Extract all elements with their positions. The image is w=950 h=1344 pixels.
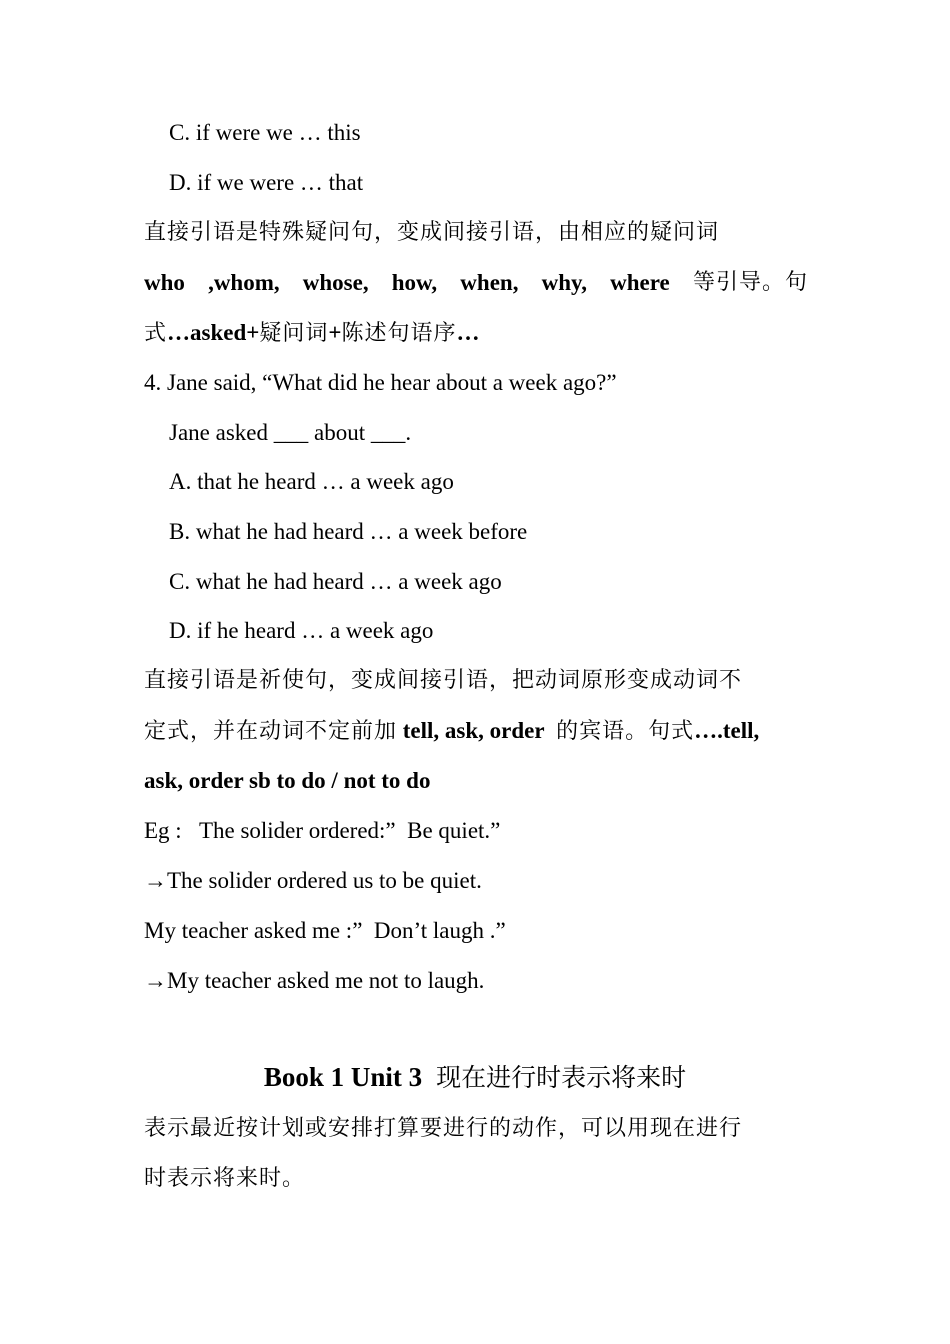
rule-imperative-text-a: 定式，并在动词不定前加 bbox=[144, 719, 398, 744]
pattern-asked: …asked+ bbox=[167, 320, 260, 345]
rule-special-question-line1: 直接引语是特殊疑问句，变成间接引语，由相应的疑问词 bbox=[144, 220, 720, 245]
rule-special-question-line2 bbox=[144, 267, 808, 299]
q3-option-d: D. if we were … that bbox=[169, 170, 364, 195]
example-2-answer: →My teacher asked me not to laugh. bbox=[144, 968, 485, 993]
q4-option-b: B. what he had heard … a week before bbox=[169, 519, 528, 544]
pattern-ellipsis: … bbox=[456, 320, 480, 345]
rule-imperative-line2 bbox=[144, 715, 808, 748]
rule-imperative-pattern: ….tell, bbox=[694, 718, 760, 743]
rule-line2-tail: 等引导。句 bbox=[692, 270, 808, 295]
section-body-line1: 表示最近按计划或安排打算要进行的动作，可以用现在进行 bbox=[144, 1116, 743, 1141]
section-heading-topic: 现在进行时表示将来时 bbox=[436, 1063, 687, 1092]
rule-imperative-text-b: 的宾语。句式 bbox=[556, 719, 695, 744]
section-heading-unit: Book 1 Unit 3 bbox=[263, 1062, 423, 1092]
pattern-prefix: 式 bbox=[144, 321, 168, 346]
section-body-line2: 时表示将来时。 bbox=[144, 1166, 306, 1191]
rule-special-question-line3 bbox=[144, 317, 808, 350]
example-2: My teacher asked me :” Don’t laugh .” bbox=[144, 918, 506, 943]
section-heading bbox=[0, 1059, 950, 1096]
example-1: Eg : The solider ordered:” Be quiet.” bbox=[144, 818, 501, 843]
rule-imperative-pattern-cont: ask, order sb to do / not to do bbox=[144, 768, 431, 793]
pattern-plus: + bbox=[328, 320, 342, 345]
rule-imperative-line1: 直接引语是祈使句，变成间接引语，把动词原形变成动词不 bbox=[144, 668, 743, 693]
q4-blank: Jane asked ___ about ___. bbox=[169, 420, 412, 445]
question-word: when, bbox=[460, 270, 519, 295]
q4-option-d: D. if he heard … a week ago bbox=[169, 618, 434, 643]
rule-imperative-line3 bbox=[144, 765, 808, 797]
q4-option-a: A. that he heard … a week ago bbox=[169, 469, 454, 494]
example-1-answer: →The solider ordered us to be quiet. bbox=[144, 868, 482, 893]
q4-option-c: C. what he had heard … a week ago bbox=[169, 569, 502, 594]
question-word: why, bbox=[541, 270, 587, 295]
question-word: who bbox=[144, 270, 185, 295]
question-word: where bbox=[610, 270, 670, 295]
question-word: ,whom, bbox=[208, 270, 280, 295]
question-word: whose, bbox=[302, 270, 369, 295]
pattern-question-word: 疑问词 bbox=[259, 321, 329, 346]
pattern-word-order: 陈述句语序 bbox=[341, 321, 457, 346]
q3-option-c: C. if were we … this bbox=[169, 120, 361, 145]
q4-stem: 4. Jane said, “What did he hear about a week ago?” bbox=[144, 370, 617, 395]
question-word: how, bbox=[391, 270, 438, 295]
rule-imperative-verbs: tell, ask, order bbox=[402, 718, 545, 743]
